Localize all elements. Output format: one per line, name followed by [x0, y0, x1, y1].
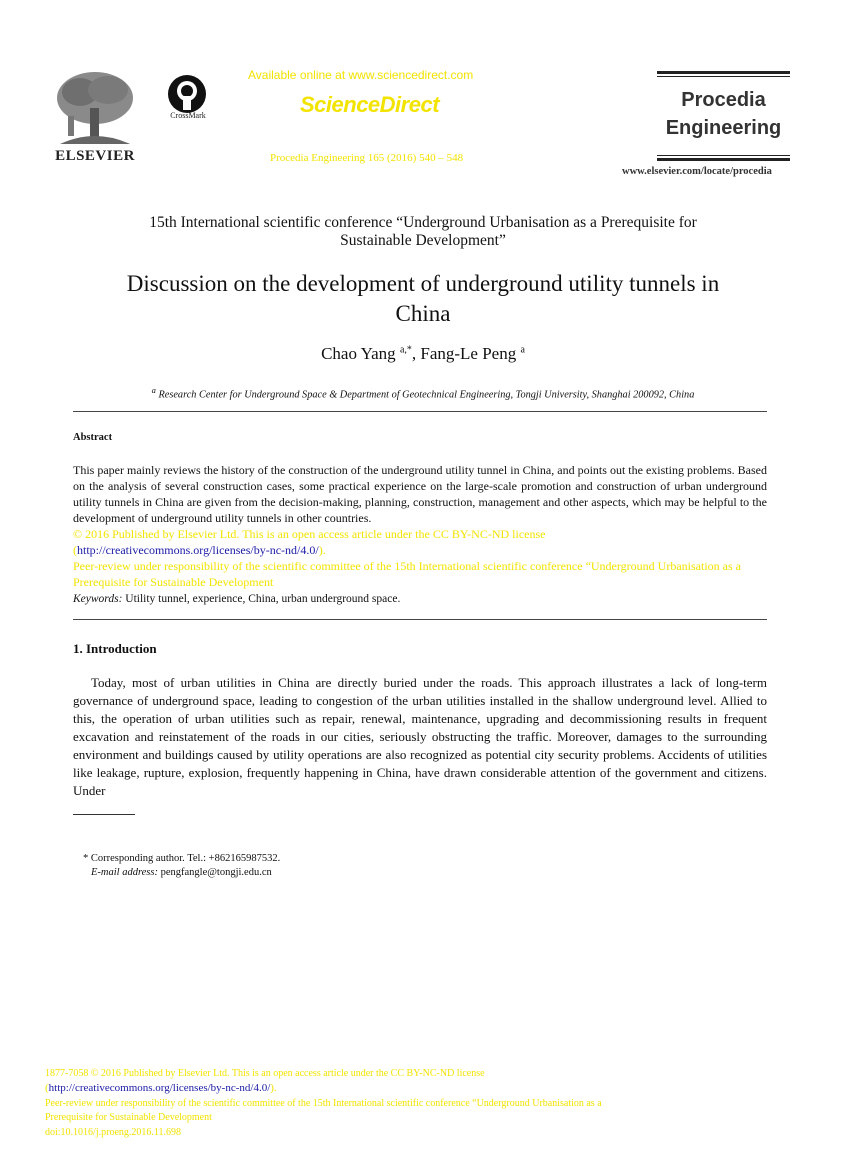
conference-line2: Sustainable Development” — [340, 232, 506, 249]
journal-title-line1: Procedia — [681, 89, 766, 111]
introduction-paragraph: Today, most of urban utilities in China are directly buried under the roads. This approach illustrates a lack of long-term governance of underground space, leading to congestion of the urban utilities installed in the shallow underground level. Allied to this, the operation of urban utilities such as repair, renewal, maintenance, upgrading and decommissioning results in frequent excavation and reinstatement of the roads in our cities, seriously obstructing the traffic. Moreover, damages to the surrounding environment and buildings caused by utility operations are also recognized as potential city security problems. Accidents of utilities like leakage, rupture, explosion, frequently happening in China, have drawn considerable attention of the government and citizens. Under — [73, 675, 767, 798]
footnote-rule — [73, 814, 135, 815]
journal-citation: Procedia Engineering 165 (2016) 540 – 548 — [270, 152, 464, 164]
sciencedirect-logo: ScienceDirect — [300, 92, 440, 117]
crossmark-label: CrossMark — [170, 111, 206, 120]
keywords — [73, 593, 767, 605]
license-statement: © 2016 Published by Elsevier Ltd. This is an open access article under the CC BY-NC-ND license — [73, 527, 546, 541]
issn-license-line: 1877-7058 © 2016 Published by Elsevier Ltd. This is an open access article under the CC BY-NC-ND license — [45, 1068, 485, 1079]
abstract-heading: Abstract — [73, 432, 113, 443]
crossmark-icon[interactable] — [167, 74, 207, 114]
journal-title — [657, 86, 790, 142]
corresponding-mark[interactable]: * — [406, 344, 412, 356]
paren-close: ). — [270, 1082, 277, 1094]
paren-open: ( — [45, 1082, 49, 1094]
journal-title-line2: Engineering — [665, 117, 782, 139]
available-online-link[interactable]: Available online at www.sciencedirect.com — [248, 68, 474, 82]
divider — [73, 411, 767, 412]
paren-open: ( — [73, 543, 77, 557]
author-name: Chao Yang — [321, 344, 396, 363]
author-separator: , — [411, 344, 421, 363]
author-affil-mark: a, — [399, 344, 407, 356]
divider — [73, 619, 767, 620]
footer-peer-review-line1: Peer-review under responsibility of the scientific committee of the 15th International scientific conference “Underground Urbanisation as a — [45, 1098, 602, 1109]
keywords-label: Keywords: — [73, 593, 123, 605]
peer-review-line2: Prerequisite for Sustainable Development — [73, 575, 274, 589]
email-address-link[interactable]: pengfangle@tongji.edu.cn — [157, 867, 272, 878]
license-url-link[interactable]: http://creativecommons.org/licenses/by-nc-nd/4.0/ — [77, 543, 319, 557]
footer-peer-review-line2: Prerequisite for Sustainable Development — [45, 1112, 212, 1123]
journal-rule — [657, 76, 790, 77]
author-name: Fang-Le Peng — [420, 344, 517, 363]
peer-review-line1: Peer-review under responsibility of the scientific committee of the 15th International scientific conference “Underground Urbanisation as a — [73, 559, 741, 573]
elsevier-wordmark: ELSEVIER — [55, 148, 135, 164]
email-label: E-mail address: — [91, 867, 158, 878]
author-list — [60, 344, 786, 364]
corresponding-author-note: * Corresponding author. Tel.: +862165987532. — [83, 853, 281, 864]
abstract-body — [73, 462, 767, 590]
conference-name — [60, 214, 786, 250]
abstract-text: This paper mainly reviews the history of the construction of the underground utility tunnel in China, and points out the existing problems. Based on the analysis of several construction cases, some practical experience on the large-scale promotion and construction of urban underground utility tunnels in China are given from the decision-making, planning, construction, management and other aspects, which may be helpful to the development of underground utility tunnels in other countries. — [73, 463, 767, 525]
keywords-text: Utility tunnel, experience, China, urban underground space. — [122, 593, 401, 605]
affiliation-text: Research Center for Underground Space & Department of Geotechnical Engineering, Tongji University, Shanghai 200092, China — [155, 389, 695, 401]
section-heading: 1. Introduction — [73, 641, 157, 656]
license-link-row — [73, 542, 767, 558]
email-note — [91, 867, 272, 878]
journal-url-link[interactable]: www.elsevier.com/locate/procedia — [622, 166, 772, 177]
journal-rule — [657, 155, 790, 156]
affiliation-mark: a — [151, 385, 156, 395]
author-affil-mark: a — [520, 344, 525, 356]
journal-rule — [657, 71, 790, 74]
article-title — [60, 269, 786, 329]
paren-close: ). — [318, 543, 326, 557]
conference-line1: 15th International scientific conference “Underground Urbanisation as a Prerequisite for — [149, 214, 697, 231]
article-title-line1: Discussion on the development of underground utility tunnels in — [126, 271, 720, 296]
footer-license-row — [45, 1082, 805, 1095]
affiliation — [60, 385, 786, 400]
doi-link[interactable]: doi:10.1016/j.proeng.2016.11.698 — [45, 1127, 182, 1138]
footer-license-url-link[interactable]: http://creativecommons.org/licenses/by-nc-nd/4.0/ — [48, 1082, 271, 1094]
journal-rule — [657, 158, 790, 161]
article-title-line2: China — [395, 301, 451, 326]
